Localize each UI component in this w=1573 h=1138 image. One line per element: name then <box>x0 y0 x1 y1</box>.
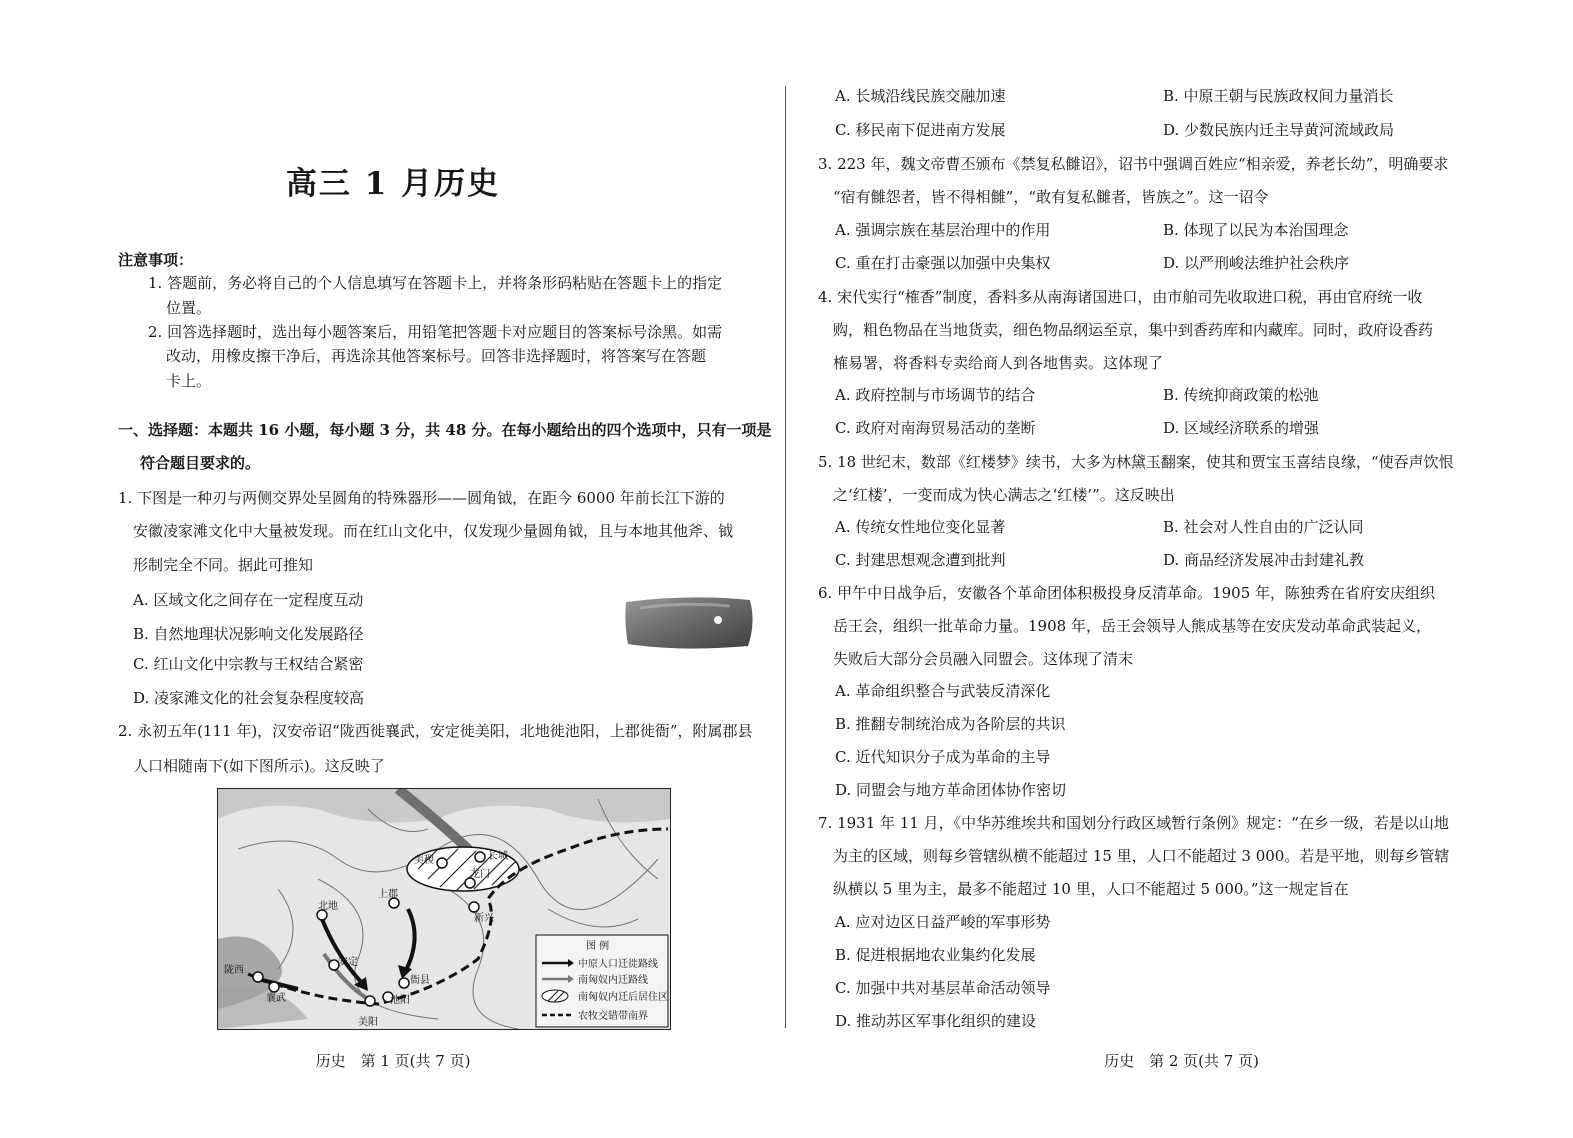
map-label-xiangwu: 襄武 <box>266 993 286 1004</box>
map-label-xinxing: 新兴 <box>474 913 494 924</box>
notice-line: 卡上。 <box>166 372 212 390</box>
q1-stem: 安徽凌家滩文化中大量被发现。而在红山文化中，仅发现少量圆角钺，且与本地其他斧、钺 <box>133 522 734 540</box>
q4-option-b[interactable]: B. 传统抑商政策的松弛 <box>1163 386 1319 404</box>
round-axe-artifact-image <box>620 592 758 654</box>
q5-option-b[interactable]: B. 社会对人性自由的广泛认同 <box>1163 518 1364 536</box>
section-heading: 一、选择题：本题共 16 小题，每小题 3 分，共 48 分。在每小题给出的四个选项中，只有一项是 <box>118 421 772 439</box>
q4-option-c[interactable]: C. 政府对南海贸易活动的垄断 <box>835 419 1036 437</box>
q3-option-d[interactable]: D. 以严刑峻法维护社会秩序 <box>1163 254 1350 272</box>
q1-stem: 1. 下图是一种刃与两侧交界处呈圆角的特殊器形——圆角钺，在距今 6000 年前长江下游的 <box>118 489 725 507</box>
map-label-beidi: 北地 <box>318 901 338 912</box>
notice-line: 位置。 <box>166 299 212 317</box>
q7-option-d[interactable]: D. 推动苏区军事化组织的建设 <box>835 1012 1037 1030</box>
legend-item: 中原人口迁徙路线 <box>578 959 658 970</box>
q6-stem: 岳王会，组织一批革命力量。1908 年，岳王会领导人熊成基等在安庆发动革命武装起义， <box>833 617 1431 635</box>
map-label-changcheng: 长城 <box>488 851 508 862</box>
q4-option-a[interactable]: A. 政府控制与市场调节的结合 <box>835 386 1036 404</box>
page-right <box>790 0 1573 1138</box>
q5-option-a[interactable]: A. 传统女性地位变化显著 <box>835 518 1006 536</box>
legend-item: 南匈奴内迁路线 <box>578 975 648 986</box>
q6-option-c[interactable]: C. 近代知识分子成为革命的主导 <box>835 748 1051 766</box>
q7-option-a[interactable]: A. 应对边区日益严峻的军事形势 <box>835 913 1051 931</box>
q7-option-b[interactable]: B. 促进根据地农业集约化发展 <box>835 946 1036 964</box>
legend-title: 图 例 <box>586 941 610 952</box>
q7-stem: 纵横以 5 里为主，最多不能超过 10 里，人口不能超过 5 000。”这一规定旨在 <box>833 880 1349 898</box>
q2-option-d[interactable]: D. 少数民族内迁主导黄河流域政局 <box>1163 121 1395 139</box>
map-label-longmen: 龙门 <box>470 869 490 880</box>
q3-stem: “宿有雠怨者，皆不得相雠”，“敢有复私雠者，皆族之”。这一诏令 <box>833 188 1269 206</box>
q3-option-c[interactable]: C. 重在打击豪强以加强中央集权 <box>835 254 1051 272</box>
legend-item: 南匈奴内迁后居住区 <box>578 992 668 1003</box>
map-label-anding: 安定 <box>338 957 358 968</box>
legend-item: 农牧交错带南界 <box>578 1011 648 1022</box>
section-heading-cont: 符合题目要求的。 <box>140 454 261 472</box>
map-label-meiji: 美稷 <box>414 855 434 866</box>
notice-heading: 注意事项： <box>118 251 194 269</box>
q2-stem: 2. 永初五年(111 年)，汉安帝诏“陇西徙襄武，安定徙美阳，北地徙池阳，上郡徙衙”，附属郡县 <box>118 722 753 740</box>
footer-page-1: 历史 第 1 页(共 7 页) <box>315 1052 471 1070</box>
page-divider <box>785 86 786 1028</box>
q6-option-a[interactable]: A. 革命组织整合与武装反清深化 <box>835 682 1051 700</box>
q7-stem: 7. 1931 年 11 月，《中华苏维埃共和国划分行政区域暂行条例》规定：“在乡一级，若是以山地 <box>818 814 1449 832</box>
q2-option-c[interactable]: C. 移民南下促进南方发展 <box>835 121 1006 139</box>
q6-stem: 失败后大部分会员融入同盟会。这体现了清末 <box>833 650 1134 668</box>
map-label-longxi: 陇西 <box>224 965 244 976</box>
page-left <box>0 0 786 1138</box>
map-label-shangjun: 上郡 <box>378 889 398 900</box>
footer-page-2: 历史 第 2 页(共 7 页) <box>1104 1052 1259 1070</box>
q2-option-b[interactable]: B. 中原王朝与民族政权间力量消长 <box>1163 87 1394 105</box>
map-legend <box>536 935 668 1027</box>
q6-option-d[interactable]: D. 同盟会与地方革命团体协作密切 <box>835 781 1067 799</box>
exam-title: 高三 1 月历史 <box>285 166 501 202</box>
q5-option-c[interactable]: C. 封建思想观念遭到批判 <box>835 551 1006 569</box>
q4-option-d[interactable]: D. 区域经济联系的增强 <box>1163 419 1320 437</box>
q2-stem: 人口相随南下(如下图所示)。这反映了 <box>133 757 385 775</box>
q1-stem: 形制完全不同。据此可推知 <box>133 556 314 574</box>
q5-option-d[interactable]: D. 商品经济发展冲击封建礼教 <box>1163 551 1365 569</box>
map-label-chiyang: 池阳 <box>390 995 410 1006</box>
q3-option-b[interactable]: B. 体现了以民为本治国理念 <box>1163 221 1349 239</box>
q1-option-c[interactable]: C. 红山文化中宗教与王权结合紧密 <box>133 655 364 673</box>
notice-line: 2. 回答选择题时，选出每小题答案后，用铅笔把答题卡对应题目的答案标号涂黑。如需 <box>148 323 723 341</box>
q7-stem: 为主的区域，则每乡管辖纵横不能超过 15 里，人口不能超过 3 000。若是平地，则每乡管辖 <box>833 847 1450 865</box>
q1-option-d[interactable]: D. 凌家滩文化的社会复杂程度较高 <box>133 689 365 707</box>
q3-option-a[interactable]: A. 强调宗族在基层治理中的作用 <box>835 221 1051 239</box>
q4-stem: 4. 宋代实行“榷香”制度，香料多从南海诸国进口，由市舶司先收取进口税，再由官府统一收 <box>818 288 1423 306</box>
migration-map <box>217 788 671 1030</box>
q7-option-c[interactable]: C. 加强中共对基层革命活动领导 <box>835 979 1051 997</box>
q5-stem: 5. 18 世纪末，数部《红楼梦》续书，大多为林黛玉翻案，使其和贾宝玉喜结良缘，“使吞声饮恨 <box>818 453 1454 471</box>
q6-option-b[interactable]: B. 推翻专制统治成为各阶层的共识 <box>835 715 1066 733</box>
q1-option-a[interactable]: A. 区域文化之间存在一定程度互动 <box>133 591 364 609</box>
q5-stem: 之‘红楼’，一变而成为快心满志之‘红楼’”。这反映出 <box>833 486 1175 504</box>
map-label-meiyang: 美阳 <box>358 1017 378 1028</box>
q2-option-a[interactable]: A. 长城沿线民族交融加速 <box>835 87 1006 105</box>
q4-stem: 购，粗色物品在当地货卖，细色物品纲运至京，集中到香药库和内藏库。同时，政府设香药 <box>833 321 1434 339</box>
q3-stem: 3. 223 年，魏文帝曹丕颁布《禁复私雠诏》，诏书中强调百姓应“相亲爱，养老长幼”，明确要求 <box>818 155 1449 173</box>
q6-stem: 6. 甲午中日战争后，安徽各个革命团体积极投身反清革命。1905 年，陈独秀在省府安庆组织 <box>818 584 1436 602</box>
q4-stem: 榷易署，将香料专卖给商人到各地售卖。这体现了 <box>833 354 1164 372</box>
q1-option-b[interactable]: B. 自然地理状况影响文化发展路径 <box>133 625 364 643</box>
notice-line: 1. 答题前，务必将自己的个人信息填写在答题卡上，并将条形码粘贴在答题卡上的指定 <box>148 274 723 292</box>
notice-line: 改动，用橡皮擦干净后，再选涂其他答案标号。回答非选择题时，将答案写在答题 <box>166 347 707 365</box>
map-label-yaxian: 衙县 <box>410 975 430 986</box>
